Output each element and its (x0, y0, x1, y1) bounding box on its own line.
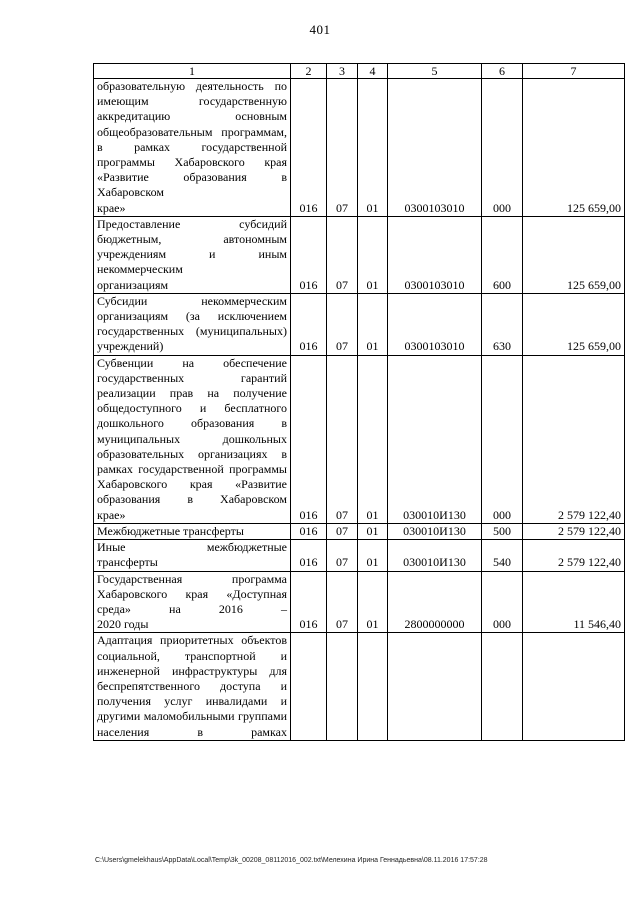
row-subsection: 01 (358, 571, 388, 633)
row-amount: 2 579 122,40 (523, 540, 625, 571)
row-section: 07 (327, 216, 358, 293)
row-section: 07 (327, 79, 358, 217)
header-col-2: 2 (291, 64, 327, 79)
header-col-3: 3 (327, 64, 358, 79)
table-header-row (94, 64, 625, 79)
row-expense-type: 630 (482, 293, 523, 355)
row-subsection (358, 633, 388, 740)
row-expense-type: 540 (482, 540, 523, 571)
row-amount: 2 579 122,40 (523, 355, 625, 523)
row-admin-code: 016 (291, 571, 327, 633)
row-subsection: 01 (358, 293, 388, 355)
table-row (94, 571, 625, 633)
row-description: образовательную деятельность по имеющим государственную аккредитацию основным общеобразовательным программам, в рамках государственной программы Хабаровского края «Развитие образования в Хабаровском крае» (94, 79, 291, 217)
row-amount: 125 659,00 (523, 79, 625, 217)
row-subsection: 01 (358, 355, 388, 523)
row-amount: 2 579 122,40 (523, 523, 625, 539)
header-col-5: 5 (388, 64, 482, 79)
row-target-article (388, 633, 482, 740)
row-admin-code: 016 (291, 293, 327, 355)
row-target-article: 030010И130 (388, 540, 482, 571)
row-amount: 125 659,00 (523, 293, 625, 355)
table-row (94, 523, 625, 539)
row-description: Субвенции на обеспечение государственных гарантий реализации прав на получение общедоступного и бесплатного дошкольного образования в муниципальных дошкольных образовательных организациях в рамках государственной программы Хабаровского края «Развитие образования в Хабаровском крае» (94, 355, 291, 523)
row-description: Адаптация приоритетных объектов социальной, транспортной и инженерной инфраструктуры для беспрепятственного доступа и получения услуг инвалидами и другими маломобильными группами населения в рамках (94, 633, 291, 740)
row-section: 07 (327, 571, 358, 633)
header-col-7: 7 (523, 64, 625, 79)
page-number: 401 (309, 22, 331, 37)
file-path-footer: C:\Users\gmelekhaus\AppData\Local\Temp\3k_00208_08112016_002.txt\Мелехина Ирина Геннадьевна\08.11.2016 17:57:28 (95, 857, 488, 864)
table-row (94, 293, 625, 355)
row-amount (523, 633, 625, 740)
row-section: 07 (327, 355, 358, 523)
row-admin-code: 016 (291, 540, 327, 571)
table-row (94, 79, 625, 217)
row-expense-type: 500 (482, 523, 523, 539)
row-description: Субсидии некоммерческим организациям (за исключением государственных (муниципальных) учреждений) (94, 293, 291, 355)
row-description: Межбюджетные трансферты (94, 523, 291, 539)
row-amount: 11 546,40 (523, 571, 625, 633)
row-section (327, 633, 358, 740)
row-subsection: 01 (358, 216, 388, 293)
header-col-6: 6 (482, 64, 523, 79)
row-section: 07 (327, 523, 358, 539)
row-amount: 125 659,00 (523, 216, 625, 293)
header-col-1: 1 (94, 64, 291, 79)
budget-table (93, 63, 625, 741)
row-subsection: 01 (358, 79, 388, 217)
row-target-article: 030010И130 (388, 355, 482, 523)
row-target-article: 0300103010 (388, 293, 482, 355)
row-description: Предоставление субсидий бюджетным, автономным учреждениям и иным некоммерческим организациям (94, 216, 291, 293)
row-section: 07 (327, 540, 358, 571)
row-expense-type: 000 (482, 571, 523, 633)
row-expense-type: 000 (482, 355, 523, 523)
row-target-article: 0300103010 (388, 79, 482, 217)
row-subsection: 01 (358, 523, 388, 539)
table-row (94, 633, 625, 740)
row-admin-code (291, 633, 327, 740)
header-col-4: 4 (358, 64, 388, 79)
row-admin-code: 016 (291, 355, 327, 523)
row-section: 07 (327, 293, 358, 355)
row-admin-code: 016 (291, 523, 327, 539)
row-subsection: 01 (358, 540, 388, 571)
row-description: Иные межбюджетные трансферты (94, 540, 291, 571)
row-description: Государственная программа Хабаровского края «Доступная среда» на 2016 – 2020 годы (94, 571, 291, 633)
row-target-article: 0300103010 (388, 216, 482, 293)
table-row (94, 216, 625, 293)
table-row (94, 355, 625, 523)
row-expense-type: 600 (482, 216, 523, 293)
row-target-article: 2800000000 (388, 571, 482, 633)
row-expense-type: 000 (482, 79, 523, 217)
row-target-article: 030010И130 (388, 523, 482, 539)
row-expense-type (482, 633, 523, 740)
row-admin-code: 016 (291, 216, 327, 293)
table-row (94, 540, 625, 571)
row-admin-code: 016 (291, 79, 327, 217)
